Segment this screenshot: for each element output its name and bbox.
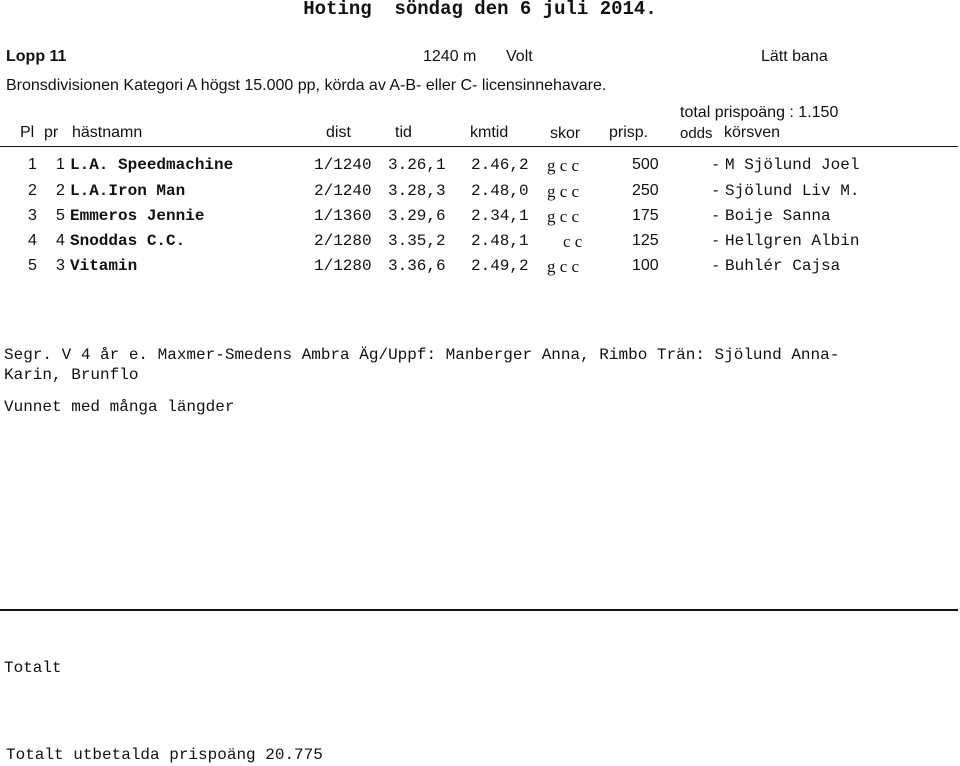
row-odds: - xyxy=(713,232,719,249)
row-driver: Buhlér Cajsa xyxy=(725,257,841,275)
row-driver: M Sjölund Joel xyxy=(725,156,860,174)
header-rule xyxy=(0,146,958,147)
row-horse-name: L.A.Iron Man xyxy=(70,182,186,200)
row-prize: 125 xyxy=(632,232,659,249)
row-dist: 2/1240 xyxy=(314,182,372,200)
row-pl: 4 xyxy=(28,232,37,249)
row-odds: - xyxy=(713,182,719,199)
col-name: hästnamn xyxy=(72,124,143,141)
row-kmtid: 2.48,1 xyxy=(471,232,529,250)
row-pl: 2 xyxy=(28,182,37,199)
row-tid: 3.28,3 xyxy=(388,182,446,200)
row-shoes: g c c xyxy=(547,156,580,175)
row-horse-name: Snoddas C.C. xyxy=(70,232,186,250)
row-prize: 500 xyxy=(632,156,659,173)
row-dist: 1/1280 xyxy=(314,257,372,275)
row-kmtid: 2.49,2 xyxy=(471,257,529,275)
row-prize: 250 xyxy=(632,182,659,199)
totals-label: Totalt xyxy=(4,659,62,677)
track-condition: Lätt bana xyxy=(761,48,828,65)
row-shoes: g c c xyxy=(547,207,580,226)
row-driver: Hellgren Albin xyxy=(725,232,860,250)
winner-info-line2: Karin, Brunflo xyxy=(4,366,139,384)
winner-info-line1: Segr. V 4 år e. Maxmer-Smedens Ambra Äg/Uppf: Manberger Anna, Rimbo Trän: Sjölund Anna- xyxy=(4,346,840,364)
row-odds: - xyxy=(713,257,719,274)
row-pr: 3 xyxy=(56,257,65,274)
row-pr: 2 xyxy=(56,182,65,199)
col-driver: körsven xyxy=(724,124,781,141)
row-tid: 3.35,2 xyxy=(388,232,446,250)
col-kmtid: kmtid xyxy=(470,124,509,141)
col-prisp: prisp. xyxy=(609,124,649,141)
row-horse-name: Emmeros Jennie xyxy=(70,207,205,225)
row-shoes: c c xyxy=(563,232,583,251)
row-shoes: g c c xyxy=(547,182,580,201)
row-tid: 3.26,1 xyxy=(388,156,446,174)
row-pr: 5 xyxy=(56,207,65,224)
col-pl: Pl xyxy=(20,124,35,141)
total-prize: total prispoäng : 1.150 xyxy=(680,104,839,121)
page-title: Hoting söndag den 6 juli 2014. xyxy=(303,0,657,20)
row-kmtid: 2.46,2 xyxy=(471,156,529,174)
race-distance: 1240 m xyxy=(423,48,477,65)
col-tid: tid xyxy=(395,124,412,141)
row-dist: 1/1360 xyxy=(314,207,372,225)
row-pl: 3 xyxy=(28,207,37,224)
col-dist: dist xyxy=(326,124,351,141)
race-start-type: Volt xyxy=(506,48,533,65)
row-prize: 175 xyxy=(632,207,659,224)
row-prize: 100 xyxy=(632,257,659,274)
row-kmtid: 2.48,0 xyxy=(471,182,529,200)
race-conditions: Bronsdivisionen Kategori A högst 15.000 pp, körda av A-B- eller C- licensinnehavare. xyxy=(6,77,607,94)
row-tid: 3.36,6 xyxy=(388,257,446,275)
row-tid: 3.29,6 xyxy=(388,207,446,225)
row-odds: - xyxy=(713,207,719,224)
row-horse-name: L.A. Speedmachine xyxy=(70,156,234,174)
col-odds: odds xyxy=(680,125,713,142)
row-pr: 4 xyxy=(56,232,65,249)
row-shoes: g c c xyxy=(547,257,580,276)
row-pr: 1 xyxy=(56,156,65,173)
row-pl: 5 xyxy=(28,257,37,274)
totals-rule xyxy=(0,609,958,611)
row-driver: Boije Sanna xyxy=(725,207,831,225)
col-skor: skor xyxy=(550,125,581,142)
row-driver: Sjölund Liv M. xyxy=(725,182,860,200)
row-odds: - xyxy=(713,156,719,173)
col-pr: pr xyxy=(44,124,59,141)
row-kmtid: 2.34,1 xyxy=(471,207,529,225)
row-dist: 1/1240 xyxy=(314,156,372,174)
row-dist: 2/1280 xyxy=(314,232,372,250)
row-pl: 1 xyxy=(28,156,37,173)
row-horse-name: Vitamin xyxy=(70,257,138,275)
total-payout: Totalt utbetalda prispoäng 20.775 xyxy=(6,746,323,764)
race-comment: Vunnet med många längder xyxy=(4,398,235,416)
race-label: Lopp 11 xyxy=(6,48,67,65)
